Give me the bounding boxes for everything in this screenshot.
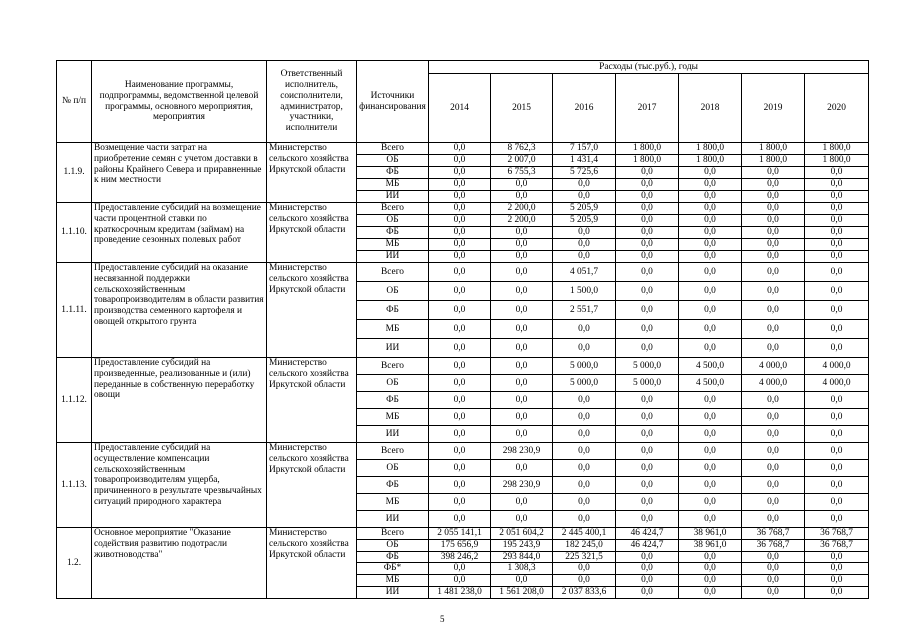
header-name: Наименование программы, подпрограммы, ведомственной целевой программы, основного мероприятия, мероприятия bbox=[92, 61, 267, 143]
item-name: Предоставление субсидий на оказание несвязанной поддержки сельскохозяйственным товаропроизводителям в области развития производства семенного картофеля и овощей открытого грунта bbox=[92, 263, 267, 358]
expense-value: 0,0 bbox=[742, 263, 805, 282]
expense-value: 0,0 bbox=[679, 551, 742, 563]
funding-source: ФБ bbox=[357, 477, 429, 494]
expense-value: 0,0 bbox=[553, 563, 616, 575]
expense-value: 0,0 bbox=[805, 320, 869, 339]
expense-value: 0,0 bbox=[429, 251, 491, 263]
header-year: 2016 bbox=[553, 74, 616, 143]
item-responsible: Министерство сельского хозяйства Иркутской области bbox=[267, 203, 357, 263]
expense-value: 2 051 604,2 bbox=[491, 528, 553, 540]
expense-value: 0,0 bbox=[742, 203, 805, 215]
expense-value: 1 800,0 bbox=[679, 143, 742, 155]
funding-source: МБ bbox=[357, 320, 429, 339]
expense-value: 0,0 bbox=[491, 191, 553, 203]
expense-value: 398 246,2 bbox=[429, 551, 491, 563]
expense-value: 0,0 bbox=[429, 375, 491, 392]
header-num: № п/п bbox=[57, 61, 92, 143]
header-year: 2015 bbox=[491, 74, 553, 143]
funding-source: ИИ bbox=[357, 426, 429, 443]
item-number: 1.1.11. bbox=[57, 263, 92, 358]
expense-value: 0,0 bbox=[491, 511, 553, 528]
expense-value: 1 431,4 bbox=[553, 155, 616, 167]
expense-value: 0,0 bbox=[742, 179, 805, 191]
expense-value: 0,0 bbox=[616, 575, 679, 587]
expense-value: 2 037 833,6 bbox=[553, 587, 616, 599]
expense-value: 0,0 bbox=[679, 251, 742, 263]
funding-source: ФБ bbox=[357, 392, 429, 409]
expense-value: 1 481 238,0 bbox=[429, 587, 491, 599]
expense-value: 4 500,0 bbox=[679, 358, 742, 375]
expense-value: 0,0 bbox=[742, 477, 805, 494]
expense-value: 0,0 bbox=[491, 358, 553, 375]
expense-value: 0,0 bbox=[553, 575, 616, 587]
expense-value: 0,0 bbox=[429, 494, 491, 511]
expense-value: 2 445 400,1 bbox=[553, 528, 616, 540]
expense-value: 0,0 bbox=[679, 263, 742, 282]
expense-value: 1 800,0 bbox=[742, 155, 805, 167]
table-row bbox=[57, 528, 869, 540]
item-responsible: Министерство сельского хозяйства Иркутской области bbox=[267, 358, 357, 443]
expense-value: 4 500,0 bbox=[679, 375, 742, 392]
expense-value: 0,0 bbox=[805, 426, 869, 443]
expense-value: 0,0 bbox=[553, 511, 616, 528]
expense-value: 0,0 bbox=[742, 392, 805, 409]
expense-value: 4 000,0 bbox=[805, 358, 869, 375]
expense-value: 0,0 bbox=[805, 301, 869, 320]
expense-value: 0,0 bbox=[491, 494, 553, 511]
expense-value: 0,0 bbox=[429, 155, 491, 167]
expense-value: 0,0 bbox=[429, 563, 491, 575]
expense-value: 0,0 bbox=[616, 460, 679, 477]
page-number: 5 bbox=[440, 614, 445, 624]
header-year: 2018 bbox=[679, 74, 742, 143]
expense-value: 0,0 bbox=[429, 320, 491, 339]
expense-value: 0,0 bbox=[616, 443, 679, 460]
expense-value: 0,0 bbox=[491, 227, 553, 239]
table-row bbox=[57, 358, 869, 375]
header-responsible: Ответственный исполнитель, соисполнители, администратор, участники, исполнители bbox=[267, 61, 357, 143]
expense-value: 0,0 bbox=[805, 203, 869, 215]
item-name: Возмещение части затрат на приобретение семян с учетом доставки в районы Крайнего Севера и приравненные к ним местности bbox=[92, 143, 267, 203]
expense-value: 175 656,9 bbox=[429, 539, 491, 551]
expense-value: 0,0 bbox=[616, 203, 679, 215]
item-number: 1.1.12. bbox=[57, 358, 92, 443]
expense-value: 0,0 bbox=[805, 563, 869, 575]
expense-value: 195 243,9 bbox=[491, 539, 553, 551]
expense-value: 0,0 bbox=[491, 179, 553, 191]
expense-value: 0,0 bbox=[616, 282, 679, 301]
expense-value: 0,0 bbox=[805, 551, 869, 563]
expense-value: 0,0 bbox=[429, 167, 491, 179]
expense-value: 0,0 bbox=[491, 282, 553, 301]
expense-value: 0,0 bbox=[742, 511, 805, 528]
expense-value: 0,0 bbox=[805, 339, 869, 358]
expense-value: 0,0 bbox=[616, 239, 679, 251]
expense-value: 7 157,0 bbox=[553, 143, 616, 155]
expense-value: 0,0 bbox=[616, 263, 679, 282]
expense-value: 0,0 bbox=[616, 409, 679, 426]
expense-value: 0,0 bbox=[491, 392, 553, 409]
expense-value: 0,0 bbox=[553, 477, 616, 494]
expense-value: 36 768,7 bbox=[742, 528, 805, 540]
expense-value: 1 800,0 bbox=[616, 155, 679, 167]
expense-value: 0,0 bbox=[616, 320, 679, 339]
expense-value: 0,0 bbox=[429, 263, 491, 282]
item-number: 1.1.10. bbox=[57, 203, 92, 263]
expense-value: 0,0 bbox=[742, 443, 805, 460]
expense-value: 2 200,0 bbox=[491, 203, 553, 215]
funding-source: ФБ bbox=[357, 167, 429, 179]
expense-value: 36 768,7 bbox=[805, 528, 869, 540]
expense-value: 0,0 bbox=[429, 460, 491, 477]
expense-value: 0,0 bbox=[679, 494, 742, 511]
expense-value: 0,0 bbox=[679, 191, 742, 203]
expense-value: 0,0 bbox=[491, 426, 553, 443]
expense-value: 0,0 bbox=[616, 227, 679, 239]
expense-value: 0,0 bbox=[805, 191, 869, 203]
expense-value: 0,0 bbox=[679, 511, 742, 528]
expense-value: 38 961,0 bbox=[679, 539, 742, 551]
expense-value: 5 000,0 bbox=[616, 375, 679, 392]
expense-value: 0,0 bbox=[742, 575, 805, 587]
funding-source: МБ bbox=[357, 494, 429, 511]
expense-value: 0,0 bbox=[491, 301, 553, 320]
item-number: 1.1.9. bbox=[57, 143, 92, 203]
expense-value: 0,0 bbox=[742, 587, 805, 599]
funding-source: ИИ bbox=[357, 587, 429, 599]
expense-value: 0,0 bbox=[616, 215, 679, 227]
expense-value: 5 000,0 bbox=[553, 375, 616, 392]
expense-value: 0,0 bbox=[616, 551, 679, 563]
expense-value: 0,0 bbox=[491, 339, 553, 358]
expense-value: 0,0 bbox=[429, 215, 491, 227]
expense-value: 0,0 bbox=[429, 203, 491, 215]
expense-value: 0,0 bbox=[616, 339, 679, 358]
expense-value: 0,0 bbox=[616, 494, 679, 511]
expense-value: 0,0 bbox=[742, 460, 805, 477]
expense-value: 0,0 bbox=[429, 358, 491, 375]
expense-value: 5 000,0 bbox=[616, 358, 679, 375]
expense-value: 2 200,0 bbox=[491, 215, 553, 227]
funding-source: ИИ bbox=[357, 511, 429, 528]
funding-source: Всего bbox=[357, 528, 429, 540]
funding-source: ФБ bbox=[357, 227, 429, 239]
expense-value: 1 308,3 bbox=[491, 563, 553, 575]
expense-value: 0,0 bbox=[553, 179, 616, 191]
expense-value: 0,0 bbox=[679, 409, 742, 426]
expense-value: 1 800,0 bbox=[805, 143, 869, 155]
funding-source: Всего bbox=[357, 263, 429, 282]
item-responsible: Министерство сельского хозяйства Иркутской области bbox=[267, 528, 357, 599]
expense-value: 0,0 bbox=[491, 263, 553, 282]
expense-value: 0,0 bbox=[742, 494, 805, 511]
funding-source: МБ bbox=[357, 239, 429, 251]
expense-value: 0,0 bbox=[553, 227, 616, 239]
expense-value: 0,0 bbox=[679, 587, 742, 599]
expense-value: 5 205,9 bbox=[553, 215, 616, 227]
expense-value: 0,0 bbox=[429, 282, 491, 301]
expense-value: 2 055 141,1 bbox=[429, 528, 491, 540]
expense-value: 0,0 bbox=[805, 227, 869, 239]
expense-value: 0,0 bbox=[805, 477, 869, 494]
expense-value: 0,0 bbox=[616, 563, 679, 575]
expense-value: 0,0 bbox=[429, 301, 491, 320]
expense-value: 0,0 bbox=[679, 477, 742, 494]
expense-value: 0,0 bbox=[553, 494, 616, 511]
expense-value: 0,0 bbox=[742, 251, 805, 263]
expense-value: 0,0 bbox=[491, 575, 553, 587]
expense-value: 0,0 bbox=[616, 167, 679, 179]
funding-source: Всего bbox=[357, 443, 429, 460]
expense-value: 0,0 bbox=[679, 392, 742, 409]
expense-value: 0,0 bbox=[805, 263, 869, 282]
expense-value: 0,0 bbox=[742, 551, 805, 563]
expense-value: 8 762,3 bbox=[491, 143, 553, 155]
expense-value: 1 500,0 bbox=[553, 282, 616, 301]
expense-value: 0,0 bbox=[805, 239, 869, 251]
expense-value: 0,0 bbox=[805, 443, 869, 460]
table-row bbox=[57, 263, 869, 282]
expense-value: 36 768,7 bbox=[742, 539, 805, 551]
expense-value: 225 321,5 bbox=[553, 551, 616, 563]
expense-value: 0,0 bbox=[742, 301, 805, 320]
expense-value: 0,0 bbox=[679, 179, 742, 191]
expense-value: 0,0 bbox=[805, 251, 869, 263]
expense-value: 1 800,0 bbox=[616, 143, 679, 155]
expense-value: 0,0 bbox=[742, 339, 805, 358]
expense-value: 0,0 bbox=[429, 191, 491, 203]
expense-value: 0,0 bbox=[805, 215, 869, 227]
expense-value: 0,0 bbox=[805, 392, 869, 409]
funding-source: ОБ bbox=[357, 460, 429, 477]
expense-value: 6 755,3 bbox=[491, 167, 553, 179]
expense-value: 0,0 bbox=[805, 494, 869, 511]
expense-value: 0,0 bbox=[491, 239, 553, 251]
item-name: Предоставление субсидий на возмещение части процентной ставки по краткосрочным кредитам (займам) на проведение сезонных полевых работ bbox=[92, 203, 267, 263]
funding-source: Всего bbox=[357, 358, 429, 375]
expense-value: 0,0 bbox=[553, 339, 616, 358]
expense-value: 298 230,9 bbox=[491, 477, 553, 494]
expense-value: 5 000,0 bbox=[553, 358, 616, 375]
funding-source: МБ bbox=[357, 409, 429, 426]
expense-value: 0,0 bbox=[679, 239, 742, 251]
item-responsible: Министерство сельского хозяйства Иркутской области bbox=[267, 443, 357, 528]
expense-value: 0,0 bbox=[742, 563, 805, 575]
expense-value: 0,0 bbox=[805, 282, 869, 301]
funding-source: ОБ bbox=[357, 282, 429, 301]
expense-value: 5 205,9 bbox=[553, 203, 616, 215]
expense-value: 0,0 bbox=[616, 179, 679, 191]
expense-value: 0,0 bbox=[553, 251, 616, 263]
expense-value: 0,0 bbox=[805, 179, 869, 191]
expense-value: 0,0 bbox=[429, 227, 491, 239]
expense-value: 0,0 bbox=[679, 563, 742, 575]
expense-value: 0,0 bbox=[616, 477, 679, 494]
expense-value: 0,0 bbox=[429, 477, 491, 494]
expense-value: 0,0 bbox=[616, 587, 679, 599]
funding-source: МБ bbox=[357, 179, 429, 191]
funding-source: ОБ bbox=[357, 375, 429, 392]
expense-value: 46 424,7 bbox=[616, 539, 679, 551]
table-body bbox=[57, 143, 869, 599]
expense-value: 0,0 bbox=[553, 239, 616, 251]
expense-value: 0,0 bbox=[429, 239, 491, 251]
expense-value: 0,0 bbox=[553, 426, 616, 443]
expense-value: 0,0 bbox=[553, 392, 616, 409]
header-year: 2017 bbox=[616, 74, 679, 143]
expense-value: 5 725,6 bbox=[553, 167, 616, 179]
expense-value: 0,0 bbox=[742, 409, 805, 426]
item-responsible: Министерство сельского хозяйства Иркутской области bbox=[267, 263, 357, 358]
expense-value: 0,0 bbox=[805, 511, 869, 528]
funding-source: ОБ bbox=[357, 215, 429, 227]
funding-source: ФБ* bbox=[357, 563, 429, 575]
expense-value: 0,0 bbox=[553, 409, 616, 426]
expense-value: 0,0 bbox=[616, 511, 679, 528]
item-name: Предоставление субсидий на произведенные, реализованные и (или) переданные в собственную переработку овощи bbox=[92, 358, 267, 443]
expense-value: 0,0 bbox=[679, 443, 742, 460]
expense-value: 0,0 bbox=[429, 511, 491, 528]
expense-value: 38 961,0 bbox=[679, 528, 742, 540]
expense-value: 0,0 bbox=[679, 301, 742, 320]
funding-source: ОБ bbox=[357, 155, 429, 167]
expense-value: 0,0 bbox=[679, 575, 742, 587]
expense-value: 0,0 bbox=[553, 191, 616, 203]
funding-source: ИИ bbox=[357, 191, 429, 203]
expense-value: 293 844,0 bbox=[491, 551, 553, 563]
expense-value: 1 800,0 bbox=[679, 155, 742, 167]
expense-value: 1 800,0 bbox=[805, 155, 869, 167]
expense-value: 4 000,0 bbox=[742, 358, 805, 375]
expense-value: 0,0 bbox=[616, 191, 679, 203]
funding-source: ИИ bbox=[357, 339, 429, 358]
expense-value: 4 000,0 bbox=[805, 375, 869, 392]
expense-value: 0,0 bbox=[679, 426, 742, 443]
expense-value: 0,0 bbox=[679, 167, 742, 179]
expense-value: 0,0 bbox=[491, 320, 553, 339]
table-row bbox=[57, 443, 869, 460]
funding-source: ИИ bbox=[357, 251, 429, 263]
funding-source: Всего bbox=[357, 203, 429, 215]
expense-value: 0,0 bbox=[429, 179, 491, 191]
expense-value: 0,0 bbox=[742, 239, 805, 251]
expense-value: 0,0 bbox=[679, 227, 742, 239]
expense-value: 4 051,7 bbox=[553, 263, 616, 282]
item-number: 1.2. bbox=[57, 528, 92, 599]
expense-value: 0,0 bbox=[616, 426, 679, 443]
expense-value: 0,0 bbox=[429, 575, 491, 587]
expense-value: 0,0 bbox=[742, 320, 805, 339]
expense-value: 0,0 bbox=[742, 191, 805, 203]
expense-value: 0,0 bbox=[553, 460, 616, 477]
expense-value: 0,0 bbox=[805, 575, 869, 587]
expense-value: 0,0 bbox=[429, 409, 491, 426]
expense-value: 46 424,7 bbox=[616, 528, 679, 540]
funding-source: ФБ bbox=[357, 301, 429, 320]
table-row bbox=[57, 203, 869, 215]
expense-value: 0,0 bbox=[679, 215, 742, 227]
expense-value: 0,0 bbox=[742, 282, 805, 301]
expense-value: 0,0 bbox=[491, 251, 553, 263]
item-name: Основное мероприятие "Оказание содействия развитию подотрасли животноводства" bbox=[92, 528, 267, 599]
expense-value: 0,0 bbox=[491, 375, 553, 392]
expense-value: 0,0 bbox=[805, 409, 869, 426]
expense-value: 0,0 bbox=[679, 339, 742, 358]
item-name: Предоставление субсидий на осуществление компенсации сельскохозяйственным товаропроизводителям ущерба, причиненного в результате чрезвычайных ситуаций природного характера bbox=[92, 443, 267, 528]
expense-value: 0,0 bbox=[429, 339, 491, 358]
expense-value: 0,0 bbox=[805, 460, 869, 477]
expense-value: 0,0 bbox=[429, 426, 491, 443]
expense-value: 0,0 bbox=[742, 167, 805, 179]
expense-value: 0,0 bbox=[742, 215, 805, 227]
expense-value: 0,0 bbox=[553, 320, 616, 339]
item-number: 1.1.13. bbox=[57, 443, 92, 528]
item-responsible: Министерство сельского хозяйства Иркутской области bbox=[267, 143, 357, 203]
expense-value: 1 561 208,0 bbox=[491, 587, 553, 599]
expense-value: 0,0 bbox=[491, 460, 553, 477]
funding-source: МБ bbox=[357, 575, 429, 587]
expense-value: 0,0 bbox=[429, 392, 491, 409]
expense-value: 0,0 bbox=[616, 301, 679, 320]
expense-value: 0,0 bbox=[742, 426, 805, 443]
expense-value: 0,0 bbox=[491, 409, 553, 426]
expense-value: 0,0 bbox=[616, 392, 679, 409]
table-row bbox=[57, 143, 869, 155]
expense-value: 0,0 bbox=[679, 282, 742, 301]
expense-value: 2 007,0 bbox=[491, 155, 553, 167]
expense-value: 298 230,9 bbox=[491, 443, 553, 460]
header-year: 2020 bbox=[805, 74, 869, 143]
expense-value: 0,0 bbox=[429, 143, 491, 155]
expense-value: 0,0 bbox=[679, 460, 742, 477]
header-expenses: Расходы (тыс.руб.), годы bbox=[429, 61, 869, 74]
expense-value: 36 768,7 bbox=[805, 539, 869, 551]
expense-value: 0,0 bbox=[805, 167, 869, 179]
expense-value: 0,0 bbox=[616, 251, 679, 263]
expense-value: 4 000,0 bbox=[742, 375, 805, 392]
expense-value: 182 245,0 bbox=[553, 539, 616, 551]
header-year: 2014 bbox=[429, 74, 491, 143]
expense-value: 0,0 bbox=[805, 587, 869, 599]
funding-source: Всего bbox=[357, 143, 429, 155]
header-year: 2019 bbox=[742, 74, 805, 143]
funding-source: ОБ bbox=[357, 539, 429, 551]
expense-value: 0,0 bbox=[679, 320, 742, 339]
expenses-table bbox=[56, 60, 869, 599]
expense-value: 0,0 bbox=[429, 443, 491, 460]
header-source: Источники финансирования bbox=[357, 61, 429, 143]
expense-value: 0,0 bbox=[742, 227, 805, 239]
expense-value: 1 800,0 bbox=[742, 143, 805, 155]
expense-value: 0,0 bbox=[679, 203, 742, 215]
funding-source: ФБ bbox=[357, 551, 429, 563]
expense-value: 2 551,7 bbox=[553, 301, 616, 320]
expense-value: 0,0 bbox=[553, 443, 616, 460]
